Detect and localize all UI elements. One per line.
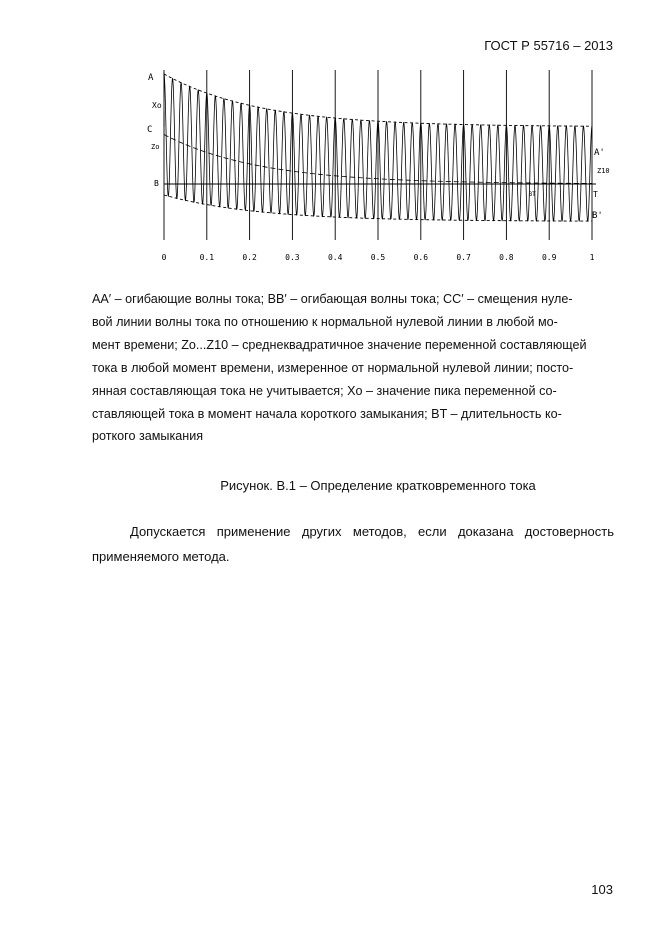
x-tick-label: 0.1	[199, 253, 215, 262]
legend-line: мент времени; Zo...Z10 – среднеквадратичное значение переменной составляющей	[92, 337, 587, 352]
legend-line: вой линии волны тока по отношению к нормальной нулевой линии в любой мо-	[92, 314, 558, 329]
x-tick-label: 1	[589, 253, 595, 262]
x-tick-label: 0.2	[242, 253, 257, 262]
label-zo: Zo	[151, 143, 160, 151]
figure-legend	[92, 288, 614, 448]
label-a: A	[148, 73, 154, 83]
legend-line: ставляющей тока в момент начала короткого замыкания; BT – длительность ко-	[92, 406, 562, 421]
x-tick-label: 0.8	[499, 253, 514, 262]
x-tick-label: 0.5	[370, 253, 386, 262]
label-b-prime: B'	[592, 211, 603, 221]
body-paragraph: Допускается применение других методов, если доказана достоверность применяемого метода.	[92, 524, 614, 564]
legend-line: тока в любой момент времени, измеренное от нормальной нулевой линии; посто-	[92, 360, 574, 375]
label-z10: Z10	[597, 167, 610, 175]
figure-title: Рисунок. В.1 – Определение кратковременного тока	[220, 478, 536, 493]
current-waveform-chart	[138, 66, 618, 266]
x-tick-label: 0.3	[285, 253, 300, 262]
document-header: ГОСТ Р 55716 – 2013	[484, 38, 613, 53]
x-tick-label: 0.7	[456, 253, 471, 262]
label-c: C	[147, 125, 153, 135]
x-tick-label: 0.9	[541, 253, 557, 262]
x-tick-label: 0.6	[413, 253, 429, 262]
label-a-prime: A'	[594, 148, 605, 158]
x-tick-label: 0	[161, 253, 167, 262]
legend-line: AA′ – огибающие волны тока; BB′ – огибающая волны тока; CC′ – смещения нуле-	[92, 292, 573, 306]
label-bt: BT	[528, 191, 536, 198]
page-number: 103	[591, 882, 613, 897]
label-xo: Xo	[152, 101, 162, 110]
label-t: T	[593, 190, 598, 199]
legend-line: роткого замыкания	[92, 429, 204, 444]
x-tick-label: 0.4	[327, 253, 343, 262]
label-b: B	[154, 179, 159, 188]
short-circuit-current-figure	[138, 66, 618, 266]
legend-line: янная составляющая тока не учитывается; Xo – значение пика переменной со-	[92, 383, 557, 398]
